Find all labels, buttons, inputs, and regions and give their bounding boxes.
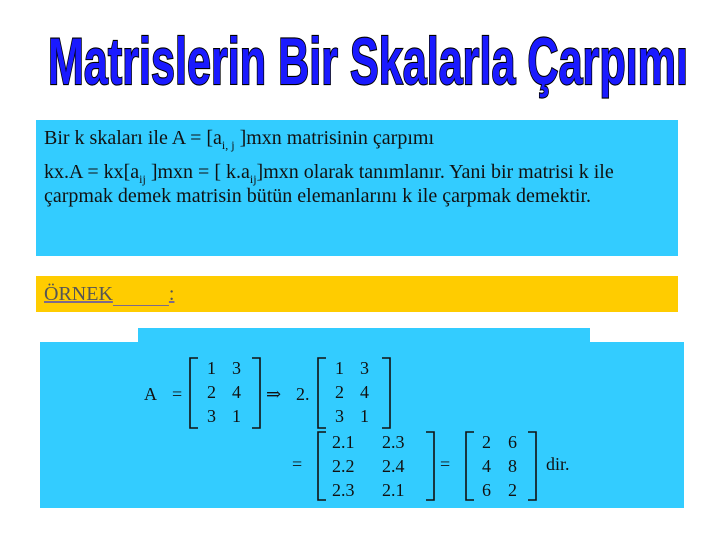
page-title: Matrislerin Bir Skalarla Çarpımı [48,24,688,98]
equation-top-bar [138,328,590,342]
matrix-c-left-bracket [318,432,326,500]
matrix-a-cell: 2 [207,382,216,402]
matrix-b-cell: 3 [335,406,344,426]
matrix-d-cell: 6 [508,432,517,452]
matrix-c-cell: 2.1 [332,432,355,452]
matrix-b-cell: 1 [360,406,369,426]
matrix-c-cell: 2.3 [382,432,405,452]
definition-line-2: $kx.A = kx[a_{ij}$ ]mxn = [ $k.a_{ij}]mxn$ olarak tanımlanır. Yani bir matrisi k ile çarpmak demek matrisin bütün elemanlarını k ile çarpmak demektir. [44,161,614,207]
matrix-b-cell: 2 [335,382,344,402]
matrix-b-left-bracket [318,358,326,428]
eq-scalar: 2. [296,384,310,404]
matrix-d-cell: 2 [482,432,491,452]
matrix-d-left-bracket [466,432,474,500]
matrix-b-cell: 4 [360,382,369,402]
matrix-d-cell: 4 [482,456,491,476]
implies-arrow: ⇒ [266,384,282,404]
matrix-b-cell: 3 [360,358,369,378]
eq-lhs: A [144,384,157,404]
title-banner [0,0,720,118]
matrix-c-right-bracket [426,432,434,500]
matrix-c-cell: 2.4 [382,456,405,476]
matrix-a-left-bracket [190,358,198,428]
eq-equals-1: = [172,384,183,404]
matrix-d-right-bracket [528,432,536,500]
example-colon: : [168,283,175,305]
matrix-b-right-bracket [382,358,390,428]
definition-line-1: Bir k skaları ile $A = [a_{i, j}$ ]mxn matrisinin çarpımı [44,127,434,152]
matrix-d-cell: 6 [482,480,491,500]
matrix-d-cell: 2 [508,480,517,500]
matrix-a-right-bracket [252,358,260,428]
eq-equals-3: = [440,454,451,474]
matrix-c-cell: 2.3 [332,480,355,500]
matrix-a-cell: 3 [232,358,241,378]
example-box [36,276,678,312]
example-underline [113,287,169,306]
matrix-b-cell: 1 [335,358,344,378]
matrix-a-cell: 1 [207,358,216,378]
matrix-a-cell: 3 [207,406,216,426]
matrix-d-cell: 8 [508,456,517,476]
eq-suffix: dir. [546,454,570,474]
example-label: ÖRNEK [44,283,113,305]
matrix-c-cell: 2.1 [382,480,405,500]
eq-equals-2: = [292,454,303,474]
equation-box [40,342,684,508]
definition-box [36,120,678,256]
matrix-a-cell: 1 [232,406,241,426]
matrix-c-cell: 2.2 [332,456,355,476]
matrix-a-cell: 4 [232,382,241,402]
